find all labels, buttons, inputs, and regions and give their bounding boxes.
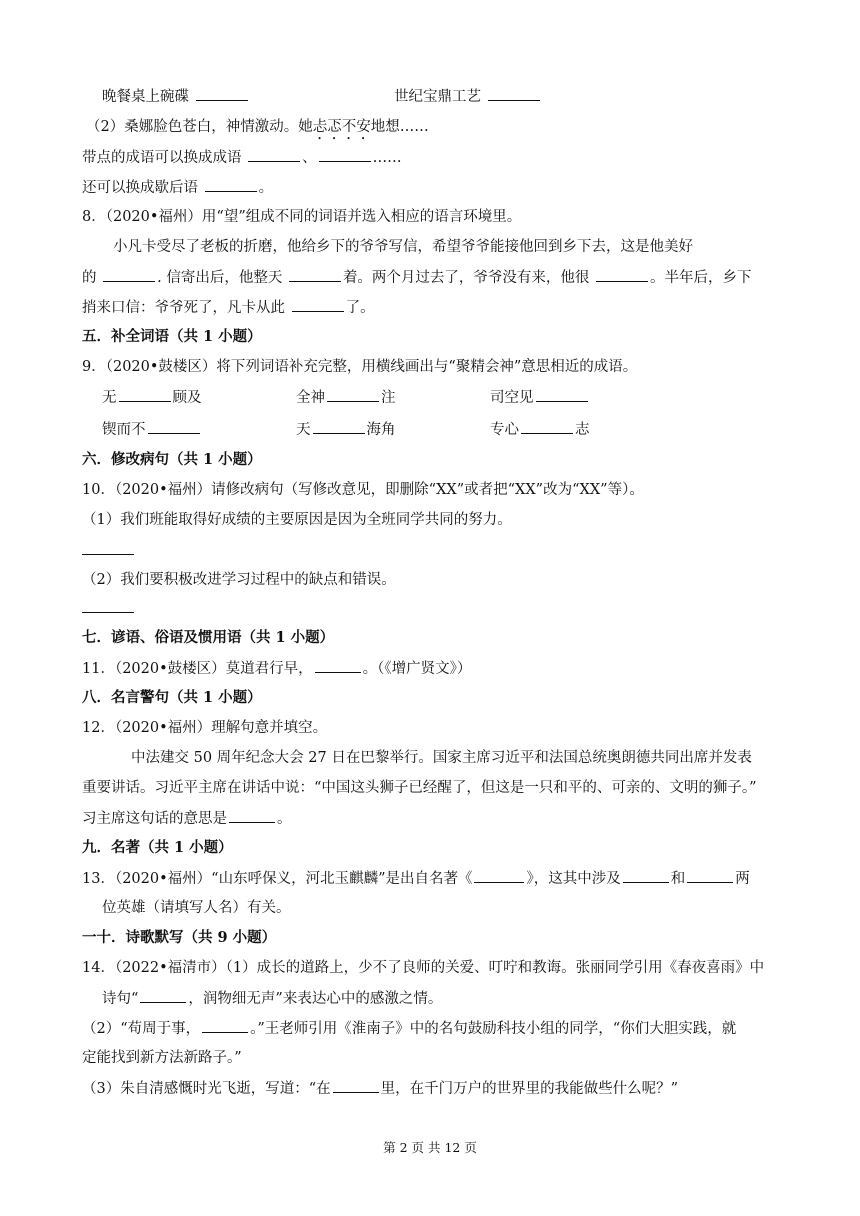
answer-blank[interactable] <box>687 868 733 883</box>
q14-line: （3）朱自清感慨时光飞逝，写道：“在 里，在千门万户的世界里的我能做些什么呢？” <box>82 1078 678 1099</box>
answer-blank[interactable] <box>196 86 248 101</box>
answer-blank[interactable] <box>536 387 588 402</box>
section-heading: 九．名著（共 1 小题） <box>82 839 233 856</box>
answer-blank[interactable] <box>292 297 344 312</box>
answer-blank[interactable] <box>315 658 361 673</box>
answer-blank[interactable] <box>202 1018 248 1033</box>
answer-blank[interactable] <box>623 868 669 883</box>
section-heading: 七．谚语、俗语及惯用语（共 1 小题） <box>82 629 335 646</box>
q12-para-line: 中法建交 50 周年纪念大会 27 日在巴黎举行。国家主席习近平和法国总统奥朗德共同出席并发表 <box>131 750 752 766</box>
answer-blank[interactable] <box>474 868 524 883</box>
idiom-replace-line: 带点的成语可以换成成语 、 …… <box>82 147 402 168</box>
word-item: 锲而不 <box>102 419 202 440</box>
answer-blank[interactable] <box>333 1078 379 1093</box>
answer-blank[interactable] <box>82 540 134 555</box>
answer-blank[interactable] <box>313 419 365 434</box>
answer-blank[interactable] <box>521 419 573 434</box>
q10-sentence-1: （1）我们班能取得好成绩的主要原因是因为全班同学共同的努力。 <box>82 512 512 528</box>
question-9: 9．（2020•鼓楼区）将下列词语补充完整，用横线画出与“聚精会神”意思相近的成语。 <box>82 359 638 375</box>
answer-blank[interactable] <box>148 419 200 434</box>
q14-line: 诗句“ ，润物细无声”来表达心中的感激之情。 <box>102 988 442 1009</box>
question-13: 13．（2020•福州）“山东呼保义，河北玉麒麟”是出自名著《 》，这其中涉及 和 两 <box>82 868 750 889</box>
dotted-idiom: 忐忑不安 <box>312 119 371 135</box>
answer-blank[interactable] <box>488 86 540 101</box>
question-8: 8．（2020•福州）用“望”组成不同的词语并选入相应的语言环境里。 <box>82 209 522 225</box>
question-12: 12．（2020•福州）理解句意并填空。 <box>82 720 328 736</box>
item-row-2: 世纪宝鼎工艺 <box>394 86 542 107</box>
q12-para-line: 习主席这句话的意思是 。 <box>82 808 292 829</box>
answer-blank[interactable] <box>596 267 648 282</box>
word-item: 天 海角 <box>296 419 396 440</box>
question-10: 10．（2020•福州）请修改病句（写修改意见，即删除“XX”或者把“XX”改为“XX”等）。 <box>82 482 644 498</box>
question-11: 11．（2020•鼓楼区）莫道君行早， 。（《增广贤文》） <box>82 658 471 679</box>
answer-blank[interactable] <box>103 267 155 282</box>
section-heading: 五．补全词语（共 1 小题） <box>82 328 262 345</box>
q8-para-line: 捎来口信：爷爷死了，凡卡从此 了。 <box>82 297 375 318</box>
page-footer: 第 2 页 共 12 页 <box>383 1140 477 1155</box>
answer-line <box>82 540 134 561</box>
answer-blank[interactable] <box>119 387 171 402</box>
answer-blank[interactable] <box>289 267 341 282</box>
word-item: 司空见 <box>490 387 590 408</box>
item-row-1: 晚餐桌上碗碟 <box>102 86 250 107</box>
answer-blank[interactable] <box>319 147 371 162</box>
answer-blank[interactable] <box>248 147 300 162</box>
q8-para-line: 小凡卡受尽了老板的折磨，他给乡下的爷爷写信，希望爷爷能接他回到乡下去，这是他美好 <box>113 239 693 255</box>
word-item: 专心 志 <box>490 419 590 440</box>
answer-blank[interactable] <box>229 808 275 823</box>
answer-blank[interactable] <box>82 598 134 613</box>
q10-sentence-2: （2）我们要积极改进学习过程中的缺点和错误。 <box>82 572 396 588</box>
q13-continuation: 位英雄（请填写人名）有关。 <box>102 900 291 916</box>
answer-line <box>82 598 134 619</box>
sub-question-2: （2）桑娜脸色苍白，神情激动。她忐忑不安地想…… <box>86 119 429 135</box>
word-item: 无 顾及 <box>102 387 202 408</box>
answer-blank[interactable] <box>205 177 257 192</box>
q12-para-line: 重要讲话。习近平主席在讲话中说：“中国这头狮子已经醒了，但这是一只和平的、可亲的、文明的狮子。” <box>82 780 757 796</box>
q14-line: （2）“苟周于事， 。”王老师引用《淮南子》中的名句鼓励科技小组的同学，“你们大胆实践，就 <box>82 1018 736 1039</box>
question-14: 14．（2022•福清市）（1）成长的道路上，少不了良师的关爱、叮咛和教诲。张丽同学引用《春夜喜雨》中 <box>82 960 765 976</box>
section-heading: 六．修改病句（共 1 小题） <box>82 451 262 468</box>
q14-line: 定能找到新方法新路子。” <box>82 1050 242 1066</box>
xiehouyu-line: 还可以换成歇后语 。 <box>82 177 273 198</box>
section-heading: 一十．诗歌默写（共 9 小题） <box>82 929 277 946</box>
q8-para-line: 的 . 信寄出后，他整天 着。两个月过去了，爷爷没有来，他很 。半年后，乡下 <box>82 267 752 288</box>
answer-blank[interactable] <box>327 387 379 402</box>
word-item: 全神 注 <box>296 387 396 408</box>
section-heading: 八．名言警句（共 1 小题） <box>82 689 262 706</box>
answer-blank[interactable] <box>140 988 186 1003</box>
